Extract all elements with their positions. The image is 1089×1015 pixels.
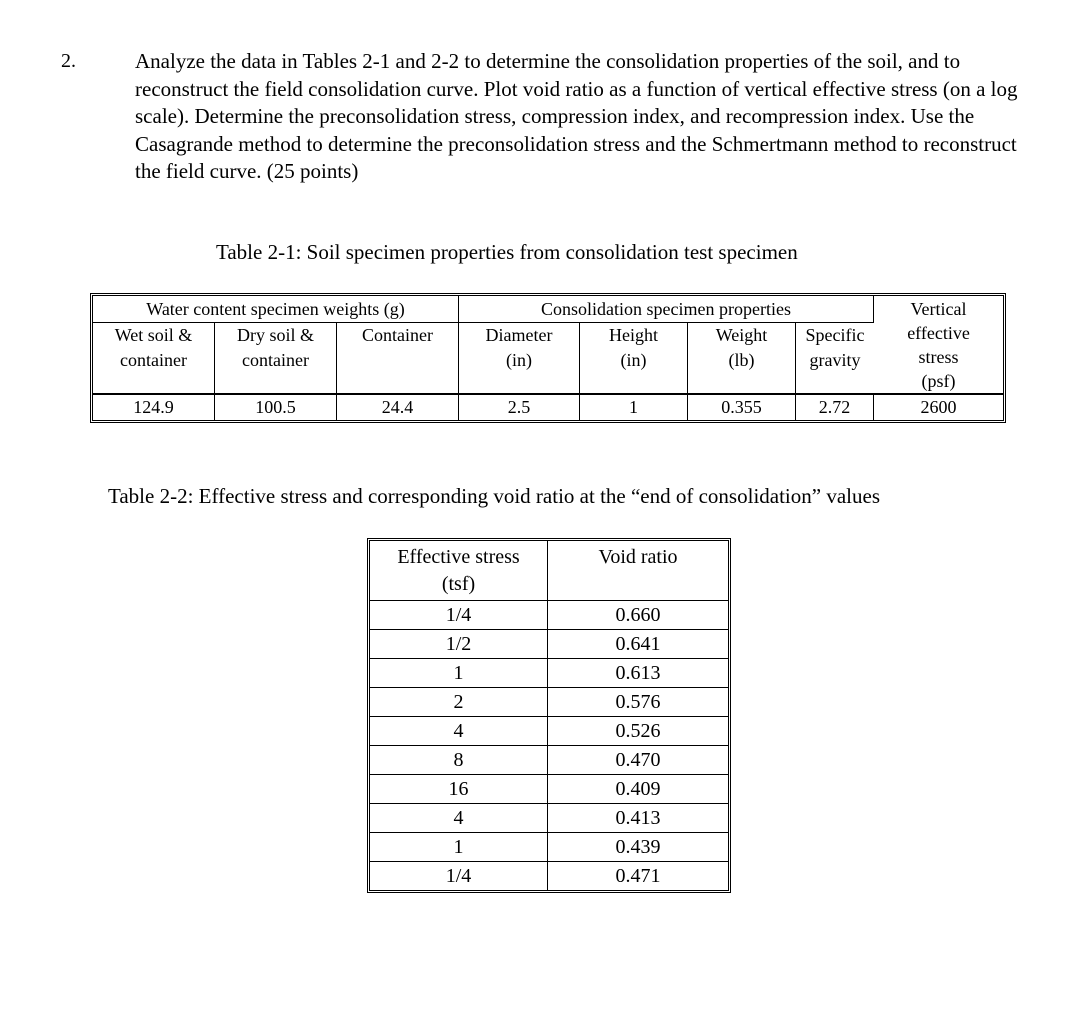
vertical-stress-header: Vertical effective stress (psf) <box>874 296 1003 395</box>
table-row: 1/4 0.660 <box>370 601 728 630</box>
table-row: 1/2 0.641 <box>370 630 728 659</box>
table-row: 4 0.526 <box>370 717 728 746</box>
water-content-group-header: Water content specimen weights (g) <box>93 296 459 323</box>
table-row: 8 0.470 <box>370 746 728 775</box>
value-vertical-stress: 2600 <box>920 397 957 417</box>
table2-caption: Table 2-2: Effective stress and corresponding void ratio at the “end of consolidation” values <box>108 484 880 508</box>
value-diameter: 2.5 <box>459 395 580 420</box>
table1-caption: Table 2-1: Soil specimen properties from consolidation test specimen <box>216 240 798 264</box>
header-void-ratio: Void ratio <box>548 541 728 601</box>
header-weight: Weight (lb) <box>688 323 796 395</box>
consolidation-group-header: Consolidation specimen properties <box>459 296 874 323</box>
table-row: 16 0.409 <box>370 775 728 804</box>
table-row: 1 0.439 <box>370 833 728 862</box>
value-dry-soil: 100.5 <box>215 395 337 420</box>
header-container: Container <box>337 323 459 395</box>
value-wet-soil: 124.9 <box>93 395 215 420</box>
value-specific-gravity: 2.72 <box>796 395 874 420</box>
soil-properties-table <box>90 293 1006 423</box>
question-text: Analyze the data in Tables 2-1 and 2-2 to determine the consolidation properties of the soil, and to reconstruct the field consolidation curve. Plot void ratio as a function of vertical effective stress (on a log scale). Determine the preconsolidation stress, compression index, and recompression index. Use the Casagrande method to determine the preconsolidation stress and the Schmertmann method to reconstruct the field curve. (25 points) <box>135 49 1018 183</box>
stress-void-table <box>367 538 731 893</box>
header-dry-soil: Dry soil & container <box>215 323 337 395</box>
header-diameter: Diameter (in) <box>459 323 580 395</box>
value-height: 1 <box>580 395 688 420</box>
header-specific-gravity: Specific gravity <box>796 323 874 395</box>
table-row: 4 0.413 <box>370 804 728 833</box>
header-effective-stress: Effective stress (tsf) <box>370 541 548 601</box>
table-row: 1 0.613 <box>370 659 728 688</box>
value-weight: 0.355 <box>688 395 796 420</box>
question-number: 2. <box>61 50 76 72</box>
table-row: 1/4 0.471 <box>370 862 728 890</box>
value-container: 24.4 <box>337 395 459 420</box>
header-wet-soil: Wet soil & container <box>93 323 215 395</box>
table-row: 2 0.576 <box>370 688 728 717</box>
header-height: Height (in) <box>580 323 688 395</box>
